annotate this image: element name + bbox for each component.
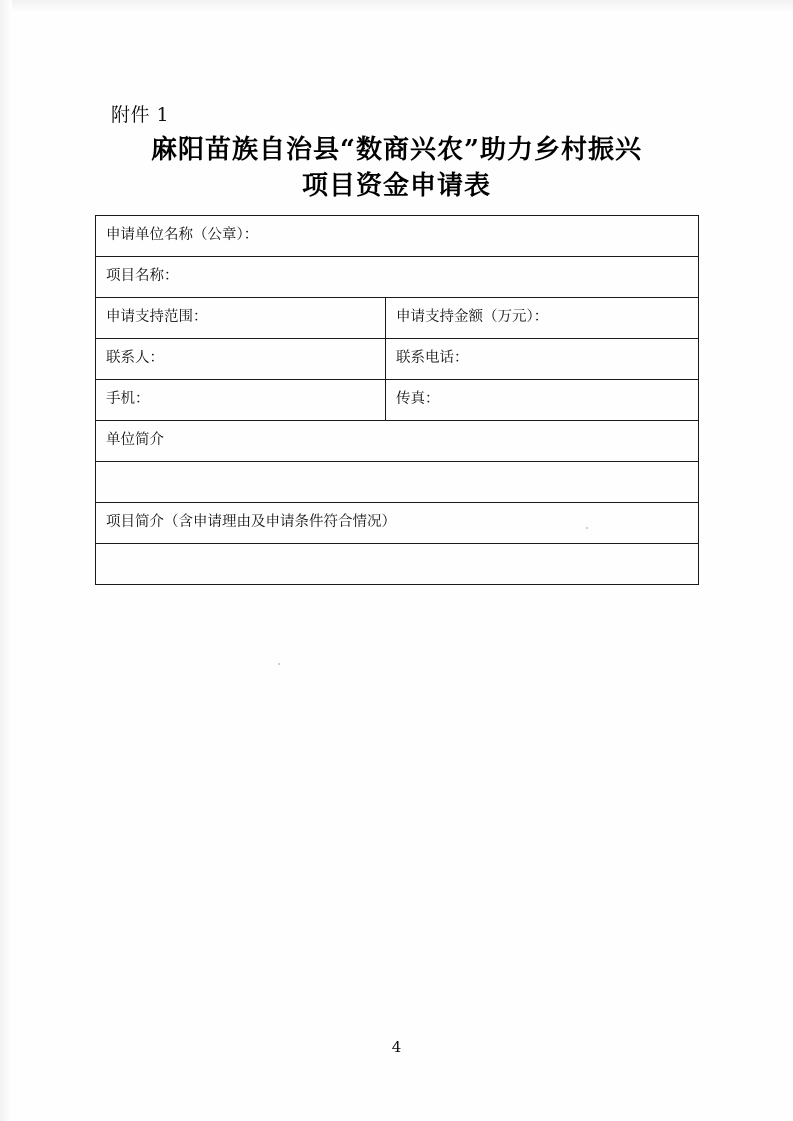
table-row [96, 379, 699, 420]
attachment-label: 附件 1 [111, 104, 170, 126]
table-row [96, 502, 699, 543]
scan-speck [278, 663, 280, 665]
application-form-table [95, 215, 699, 585]
field-support-scope[interactable]: 申请支持范围： [96, 297, 386, 338]
field-support-amount[interactable]: 申请支持金额（万元）： [386, 297, 699, 338]
table-row [96, 543, 699, 584]
field-fax[interactable]: 传真： [386, 379, 699, 420]
field-project-name[interactable]: 项目名称： [96, 256, 699, 297]
scan-edge-shading-left [0, 0, 12, 1121]
field-contact-person[interactable]: 联系人： [96, 338, 386, 379]
field-applicant-unit-name[interactable]: 申请单位名称（公章）： [96, 215, 699, 256]
field-contact-phone[interactable]: 联系电话： [386, 338, 699, 379]
field-unit-profile-content[interactable] [96, 461, 699, 502]
page-title [95, 133, 698, 205]
table-row [96, 461, 699, 502]
table-row [96, 338, 699, 379]
field-mobile[interactable]: 手机： [96, 379, 386, 420]
page-number: 4 [391, 1038, 402, 1056]
table-row [96, 297, 699, 338]
field-unit-profile-label: 单位简介 [96, 420, 699, 461]
table-row [96, 215, 699, 256]
page-title-line-1: 麻阳苗族自治县“数商兴农”助力乡村振兴 [151, 135, 642, 165]
field-project-profile-content[interactable] [96, 543, 699, 584]
page-title-line-2: 项目资金申请表 [301, 170, 491, 201]
table-row [96, 420, 699, 461]
table-row [96, 256, 699, 297]
field-project-profile-label: 项目简介（含申请理由及申请条件符合情况） [96, 502, 699, 543]
scan-edge-shading-top [0, 0, 793, 14]
document-content [95, 100, 698, 585]
